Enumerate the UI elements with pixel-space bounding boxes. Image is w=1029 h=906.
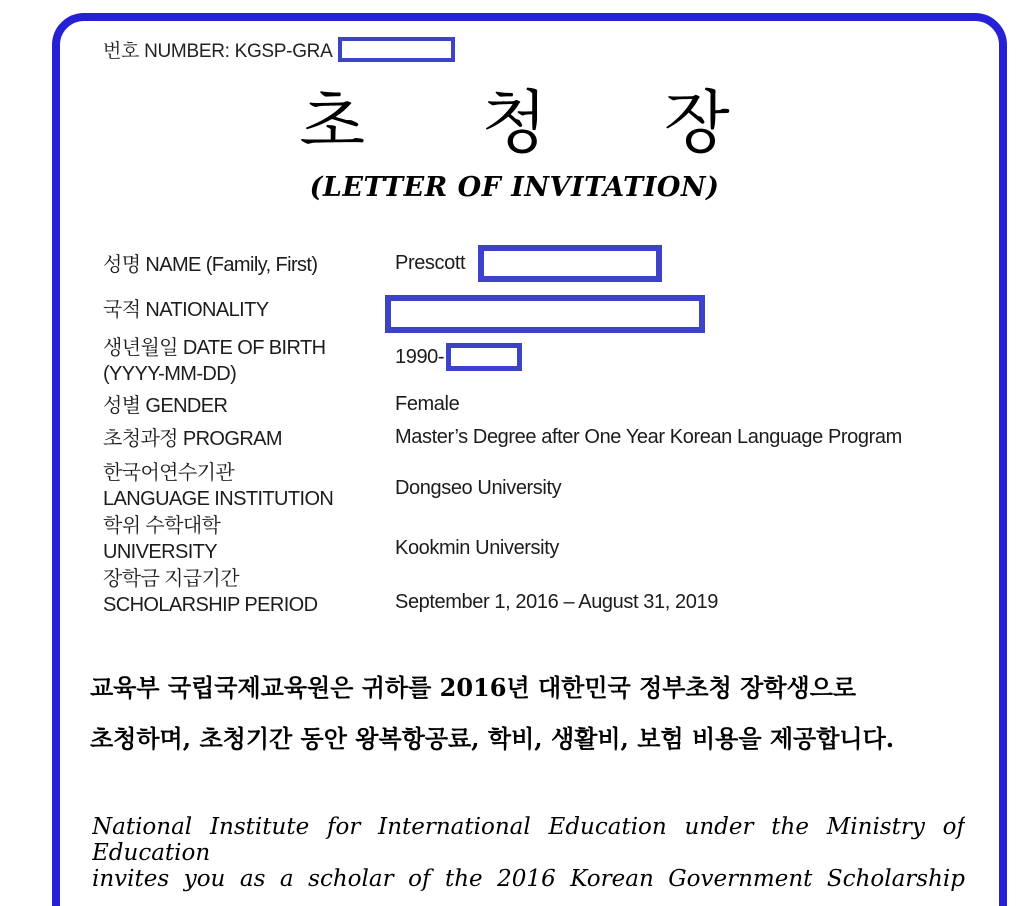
field-label-nationality-text: 국적 NATIONALITY (103, 299, 269, 321)
field-label-language-institution (103, 460, 403, 512)
field-value-program: Master’s Degree after One Year Korean Language Program (395, 426, 902, 448)
field-value-language-institution: Dongseo University (395, 477, 562, 499)
field-label-dob-line2: (YYYY-MM-DD) (103, 363, 237, 385)
korean-paragraph-line2: 초청하며, 초청기간 동안 왕복항공료, 학비, 생활비, 보험 비용을 제공합니다. (90, 724, 895, 753)
field-label-gender-text: 성별 GENDER (103, 395, 228, 417)
field-value-name (395, 245, 662, 282)
field-value-dob-text: 1990- (395, 345, 445, 368)
korean-paragraph-line1: 교육부 국립국제교육원은 귀하를 2016년 대한민국 정부초청 장학생으로 (90, 673, 857, 702)
field-label-name (103, 252, 403, 278)
field-label-dob-line1: 생년월일 DATE OF BIRTH (103, 337, 326, 359)
field-label-program (103, 426, 403, 452)
redaction-box-nationality (385, 295, 705, 333)
document-number-line (103, 36, 455, 63)
field-value-university: Kookmin University (395, 537, 559, 559)
field-label-language-institution-ko: 한국어연수기관 (103, 462, 235, 484)
redaction-box-number (338, 37, 455, 62)
field-label-scholarship-period-ko: 장학금 지급기간 (103, 568, 239, 590)
field-value-name-text: Prescott (395, 252, 466, 274)
field-value-date-of-birth (395, 343, 522, 371)
field-label-university-en: UNIVERSITY (103, 541, 218, 563)
korean-invitation-paragraph (90, 668, 965, 770)
field-label-program-text: 초청과정 PROGRAM (103, 428, 282, 450)
field-value-gender: Female (395, 393, 460, 415)
redaction-box-name (478, 245, 662, 282)
field-label-scholarship-period (103, 566, 403, 618)
field-value-scholarship-period: September 1, 2016 – August 31, 2019 (395, 591, 718, 613)
title-english: (LETTER OF INVITATION) (309, 172, 720, 203)
field-label-university (103, 513, 403, 565)
field-label-scholarship-period-en: SCHOLARSHIP PERIOD (103, 594, 318, 616)
field-label-language-institution-en: LANGUAGE INSTITUTION (103, 488, 334, 510)
english-invitation-paragraph (92, 814, 965, 906)
field-label-date-of-birth (103, 335, 403, 387)
english-paragraph-line1: National Institute for International Education under the Ministry of Education (92, 814, 965, 866)
field-label-gender (103, 393, 403, 419)
field-label-name-text: 성명 NAME (Family, First) (103, 254, 318, 276)
field-label-nationality (103, 297, 403, 323)
title-korean: 초 청 장 (299, 84, 730, 163)
redaction-box-dob (446, 343, 522, 371)
document-number-text: 번호 NUMBER: KGSP-GRA (103, 41, 333, 62)
field-label-university-ko: 학위 수학대학 (103, 515, 221, 537)
english-paragraph-line2: invites you as a scholar of the 2016 Korean Government Scholarship (92, 866, 965, 892)
